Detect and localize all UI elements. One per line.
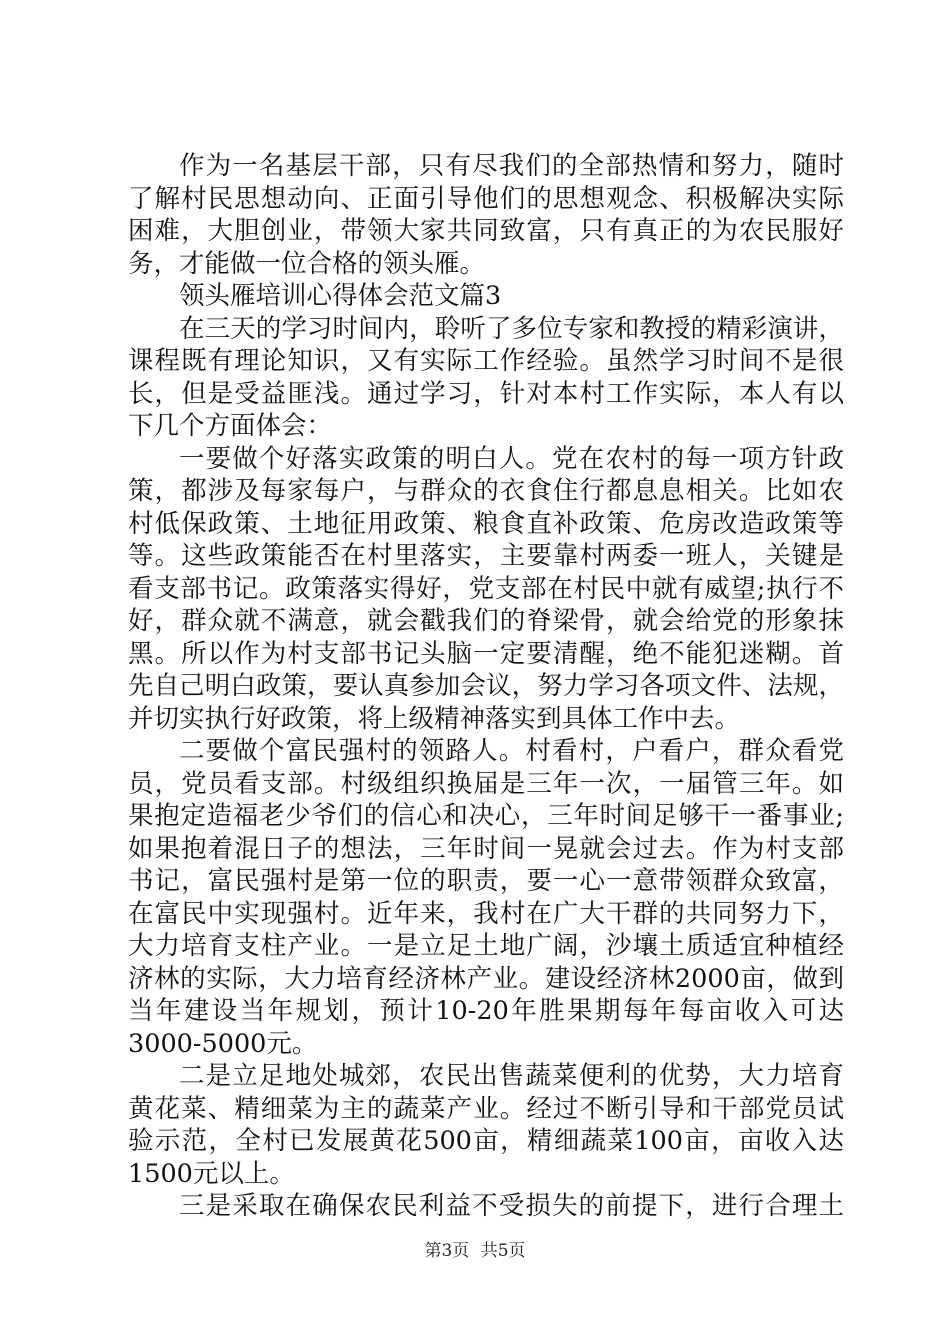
text-line: 困难，大胆创业，带领大家共同致富，只有真正的为农民服好: [128, 216, 844, 246]
text-line: 果抱定造福老少爷们的信心和决心，三年时间足够干一番事业;: [128, 801, 844, 831]
text-line: 作为一名基层干部，只有尽我们的全部热情和努力，随时: [179, 151, 844, 181]
text-line: 并切实执行好政策，将上级精神落实到具体工作中去。: [128, 703, 741, 734]
text-line: 在富民中实现强村。近年来，我村在广大干群的共同努力下，: [128, 898, 844, 929]
text-line: 验示范，全村已发展黄花500亩，精细蔬菜100亩，亩收入达: [128, 1126, 844, 1156]
text-line: 员，党员看支部。村级组织换届是三年一次，一届管三年。如: [128, 768, 844, 799]
text-line: 长，但是受益匪浅。通过学习，针对本村工作实际，本人有以: [128, 378, 844, 409]
text-line: 务，才能做一位合格的领头雁。: [128, 248, 486, 279]
text-line: 领头雁培训心得体会范文篇3: [179, 281, 502, 311]
text-line: 二要做个富民强村的领路人。村看村，户看户，群众看党: [179, 736, 844, 766]
page-footer: [0, 1240, 950, 1262]
page-total: 共5页: [480, 1241, 526, 1261]
page-number: 第3页: [424, 1241, 470, 1261]
text-line: 当年建设当年规划，预计10-20年胜果期每年每亩收入可达: [128, 996, 844, 1026]
text-line: 二是立足地处城郊，农民出售蔬菜便利的优势，大力培育: [179, 1061, 844, 1091]
text-line: 一要做个好落实政策的明白人。党在农村的每一项方针政: [179, 443, 844, 474]
text-line: 3000-5000元。: [128, 1028, 318, 1059]
text-line: 书记，富民强村是第一位的职责，要一心一意带领群众致富，: [128, 866, 844, 896]
text-line: 好，群众就不满意，就会戳我们的脊梁骨，就会给党的形象抹: [128, 606, 844, 636]
text-line: 了解村民思想动向、正面引导他们的思想观念、积极解决实际: [128, 183, 844, 214]
text-line: 村低保政策、土地征用政策、粮食直补政策、危房改造政策等: [128, 508, 844, 539]
text-line: 黄花菜、精细菜为主的蔬菜产业。经过不断引导和干部党员试: [128, 1093, 844, 1124]
text-line: 济林的实际，大力培育经济林产业。建设经济林2000亩，做到: [128, 963, 844, 994]
document-body: [128, 150, 844, 1223]
text-line: 看支部书记。政策落实得好，党支部在村民中就有威望;执行不: [128, 573, 844, 604]
text-line: 如果抱着混日子的想法，三年时间一晃就会过去。作为村支部: [128, 833, 844, 864]
text-line: 先自己明白政策，要认真参加会议，努力学习各项文件、法规，: [128, 671, 844, 701]
text-line: 1500元以上。: [128, 1158, 295, 1189]
text-line: 等。这些政策能否在村里落实，主要靠村两委一班人，关键是: [128, 541, 844, 571]
text-line: 三是采取在确保农民利益不受损失的前提下，进行合理土: [179, 1191, 844, 1221]
text-line: 下几个方面体会：: [128, 411, 333, 441]
text-line: 策，都涉及每家每户，与群众的衣食住行都息息相关。比如农: [128, 476, 844, 506]
text-line: 在三天的学习时间内，聆听了多位专家和教授的精彩演讲，: [179, 313, 844, 344]
text-line: 黑。所以作为村支部书记头脑一定要清醒，绝不能犯迷糊。首: [128, 638, 844, 669]
text-line: 课程既有理论知识，又有实际工作经验。虽然学习时间不是很: [128, 346, 844, 376]
text-line: 大力培育支柱产业。一是立足土地广阔，沙壤土质适宜种植经: [128, 931, 844, 961]
